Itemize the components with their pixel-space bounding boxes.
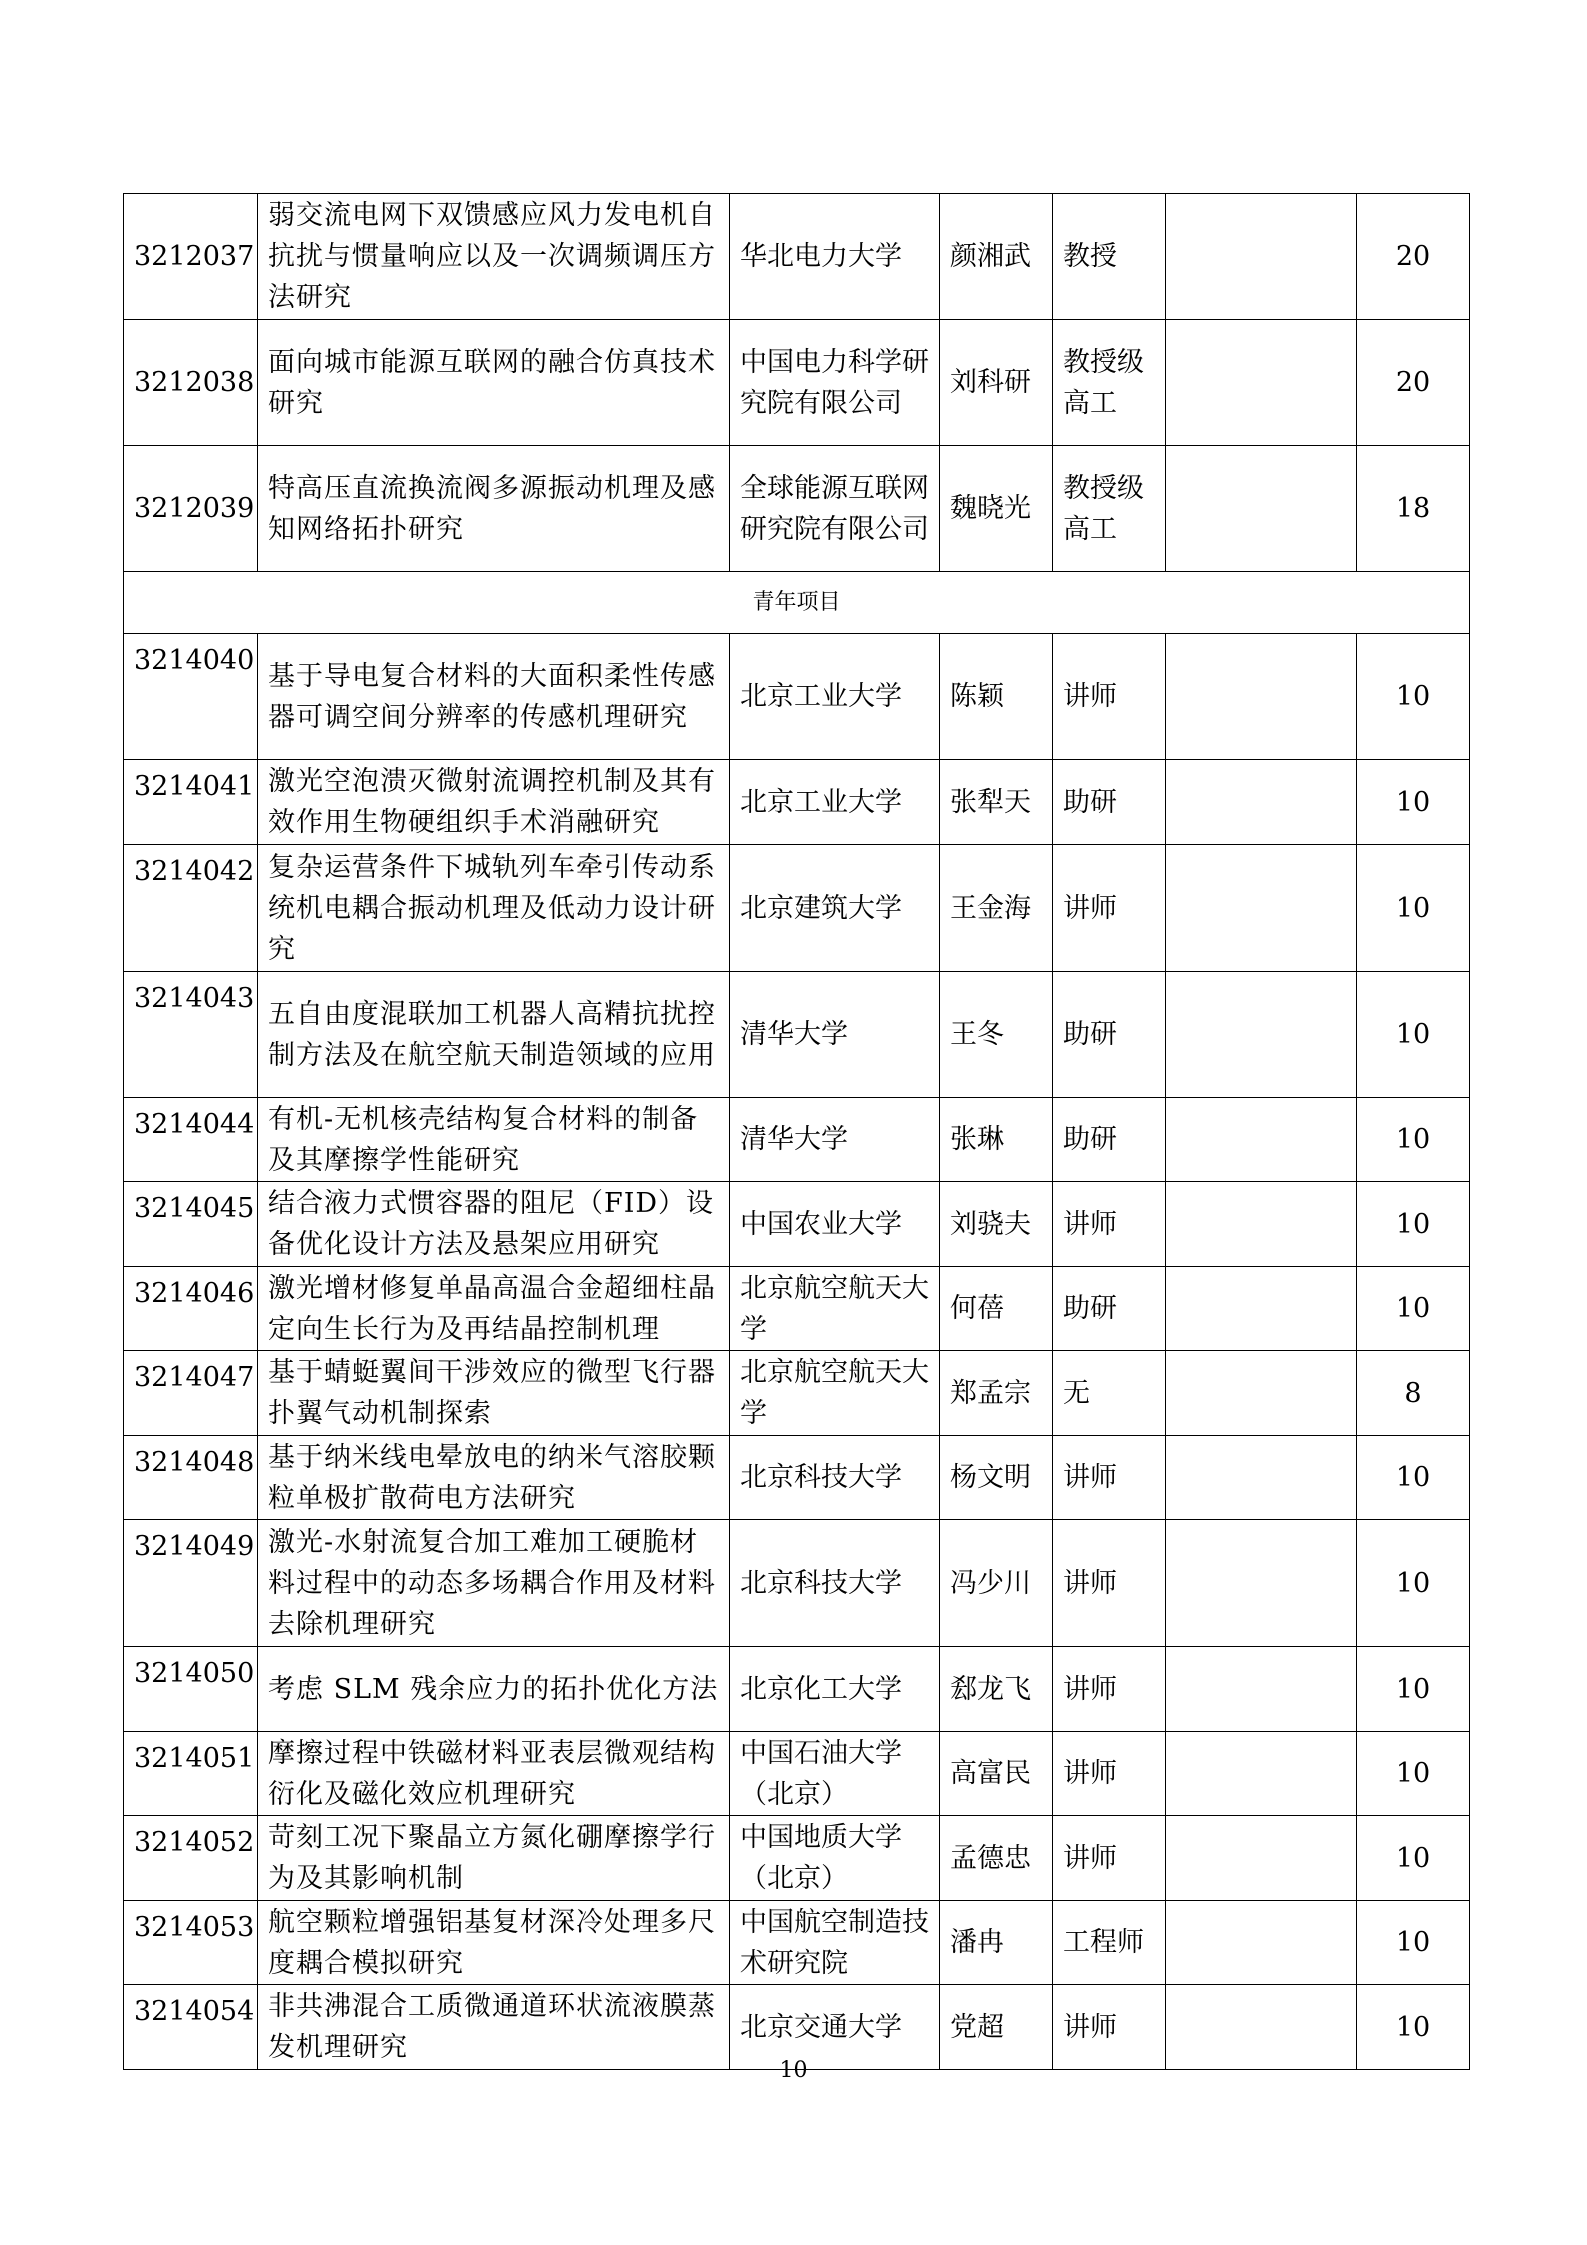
principal-investigator-cell: 张琳 <box>940 1098 1053 1182</box>
project-code-cell: 3214046 <box>124 1267 258 1351</box>
project-title-cell: 特高压直流换流阀多源振动机理及感知网络拓扑研究 <box>258 446 730 572</box>
empty-cell <box>1166 194 1357 320</box>
empty-cell <box>1166 845 1357 972</box>
empty-cell <box>1166 1436 1357 1520</box>
project-code-cell: 3214049 <box>124 1520 258 1647</box>
project-code-cell: 3214042 <box>124 845 258 972</box>
empty-cell <box>1166 1520 1357 1647</box>
project-code-cell: 3214053 <box>124 1901 258 1985</box>
table-row <box>124 320 1470 446</box>
project-code-cell: 3212039 <box>124 446 258 572</box>
institution-cell: 中国地质大学（北京） <box>730 1816 940 1901</box>
empty-cell <box>1166 972 1357 1098</box>
principal-investigator-cell: 何蓓 <box>940 1267 1053 1351</box>
funding-amount-cell: 10 <box>1357 1267 1470 1351</box>
project-title-cell: 苛刻工况下聚晶立方氮化硼摩擦学行为及其影响机制 <box>258 1816 730 1901</box>
project-code-cell: 3214043 <box>124 972 258 1098</box>
institution-cell: 中国电力科学研究院有限公司 <box>730 320 940 446</box>
project-code-cell: 3214041 <box>124 760 258 845</box>
funding-amount-cell: 10 <box>1357 972 1470 1098</box>
principal-investigator-cell: 颜湘武 <box>940 194 1053 320</box>
institution-cell: 中国航空制造技术研究院 <box>730 1901 940 1985</box>
institution-cell: 北京航空航天大学 <box>730 1267 940 1351</box>
table-row <box>124 845 1470 972</box>
principal-investigator-cell: 王金海 <box>940 845 1053 972</box>
section-label: 青年项目 <box>124 572 1470 634</box>
project-title-cell: 摩擦过程中铁磁材料亚表层微观结构衍化及磁化效应机理研究 <box>258 1732 730 1816</box>
funding-amount-cell: 10 <box>1357 1520 1470 1647</box>
funding-amount-cell: 10 <box>1357 1732 1470 1816</box>
project-title-cell: 非共沸混合工质微通道环状流液膜蒸发机理研究 <box>258 1985 730 2070</box>
empty-cell <box>1166 320 1357 446</box>
table-row <box>124 1901 1470 1985</box>
project-title-cell: 航空颗粒增强铝基复材深冷处理多尺度耦合模拟研究 <box>258 1901 730 1985</box>
funding-amount-cell: 20 <box>1357 320 1470 446</box>
principal-investigator-cell: 魏晓光 <box>940 446 1053 572</box>
title-rank-cell: 助研 <box>1053 972 1166 1098</box>
project-title-cell: 基于纳米线电晕放电的纳米气溶胶颗粒单极扩散荷电方法研究 <box>258 1436 730 1520</box>
page-number: 10 <box>779 2058 808 2083</box>
title-rank-cell: 助研 <box>1053 1267 1166 1351</box>
project-title-cell: 复杂运营条件下城轨列车牵引传动系统机电耦合振动机理及低动力设计研究 <box>258 845 730 972</box>
table-row <box>124 194 1470 320</box>
principal-investigator-cell: 潘冉 <box>940 1901 1053 1985</box>
title-rank-cell: 讲师 <box>1053 1182 1166 1267</box>
empty-cell <box>1166 1182 1357 1267</box>
institution-cell: 北京交通大学 <box>730 1985 940 2070</box>
table-row <box>124 1351 1470 1436</box>
table-row <box>124 1520 1470 1647</box>
principal-investigator-cell: 党超 <box>940 1985 1053 2070</box>
project-title-cell: 有机-无机核壳结构复合材料的制备及其摩擦学性能研究 <box>258 1098 730 1182</box>
table-row <box>124 1436 1470 1520</box>
principal-investigator-cell: 杨文明 <box>940 1436 1053 1520</box>
project-title-cell: 基于导电复合材料的大面积柔性传感器可调空间分辨率的传感机理研究 <box>258 634 730 760</box>
institution-cell: 北京化工大学 <box>730 1647 940 1732</box>
title-rank-cell: 助研 <box>1053 1098 1166 1182</box>
institution-cell: 清华大学 <box>730 1098 940 1182</box>
title-rank-cell: 助研 <box>1053 760 1166 845</box>
principal-investigator-cell: 郄龙飞 <box>940 1647 1053 1732</box>
title-rank-cell: 无 <box>1053 1351 1166 1436</box>
empty-cell <box>1166 634 1357 760</box>
table-body-youth <box>124 634 1470 2070</box>
table-row <box>124 1732 1470 1816</box>
table-row <box>124 1647 1470 1732</box>
principal-investigator-cell: 孟德忠 <box>940 1816 1053 1901</box>
title-rank-cell: 讲师 <box>1053 1520 1166 1647</box>
principal-investigator-cell: 王冬 <box>940 972 1053 1098</box>
project-title-cell: 激光空泡溃灭微射流调控机制及其有效作用生物硬组织手术消融研究 <box>258 760 730 845</box>
project-title-cell: 五自由度混联加工机器人高精抗扰控制方法及在航空航天制造领域的应用 <box>258 972 730 1098</box>
principal-investigator-cell: 刘骁夫 <box>940 1182 1053 1267</box>
table-row <box>124 446 1470 572</box>
section-row <box>124 572 1470 634</box>
title-rank-cell: 讲师 <box>1053 1436 1166 1520</box>
table-row <box>124 634 1470 760</box>
project-code-cell: 3214050 <box>124 1647 258 1732</box>
project-title-cell: 考虑 SLM 残余应力的拓扑优化方法 <box>258 1647 730 1732</box>
empty-cell <box>1166 1985 1357 2070</box>
table-body-top <box>124 194 1470 572</box>
project-code-cell: 3214054 <box>124 1985 258 2070</box>
funding-amount-cell: 10 <box>1357 1985 1470 2070</box>
title-rank-cell: 教授 <box>1053 194 1166 320</box>
principal-investigator-cell: 郑孟宗 <box>940 1351 1053 1436</box>
project-code-cell: 3214047 <box>124 1351 258 1436</box>
empty-cell <box>1166 1732 1357 1816</box>
project-title-cell: 面向城市能源互联网的融合仿真技术研究 <box>258 320 730 446</box>
empty-cell <box>1166 1267 1357 1351</box>
table-row <box>124 972 1470 1098</box>
institution-cell: 中国石油大学（北京） <box>730 1732 940 1816</box>
project-table <box>123 193 1470 2070</box>
title-rank-cell: 讲师 <box>1053 1816 1166 1901</box>
institution-cell: 北京建筑大学 <box>730 845 940 972</box>
funding-amount-cell: 10 <box>1357 634 1470 760</box>
table-row <box>124 1098 1470 1182</box>
funding-amount-cell: 10 <box>1357 845 1470 972</box>
funding-amount-cell: 20 <box>1357 194 1470 320</box>
empty-cell <box>1166 1901 1357 1985</box>
table-row <box>124 1985 1470 2070</box>
institution-cell: 华北电力大学 <box>730 194 940 320</box>
empty-cell <box>1166 760 1357 845</box>
institution-cell: 北京工业大学 <box>730 634 940 760</box>
institution-cell: 全球能源互联网研究院有限公司 <box>730 446 940 572</box>
principal-investigator-cell: 冯少川 <box>940 1520 1053 1647</box>
funding-amount-cell: 18 <box>1357 446 1470 572</box>
project-title-cell: 激光增材修复单晶高温合金超细柱晶定向生长行为及再结晶控制机理 <box>258 1267 730 1351</box>
project-code-cell: 3214048 <box>124 1436 258 1520</box>
project-title-cell: 弱交流电网下双馈感应风力发电机自抗扰与惯量响应以及一次调频调压方法研究 <box>258 194 730 320</box>
institution-cell: 中国农业大学 <box>730 1182 940 1267</box>
principal-investigator-cell: 陈颖 <box>940 634 1053 760</box>
title-rank-cell: 讲师 <box>1053 845 1166 972</box>
project-code-cell: 3214044 <box>124 1098 258 1182</box>
institution-cell: 北京工业大学 <box>730 760 940 845</box>
table-row <box>124 760 1470 845</box>
institution-cell: 北京科技大学 <box>730 1436 940 1520</box>
funding-amount-cell: 10 <box>1357 1647 1470 1732</box>
project-code-cell: 3214045 <box>124 1182 258 1267</box>
title-rank-cell: 讲师 <box>1053 1985 1166 2070</box>
empty-cell <box>1166 1816 1357 1901</box>
table-row <box>124 1816 1470 1901</box>
title-rank-cell: 讲师 <box>1053 634 1166 760</box>
funding-amount-cell: 10 <box>1357 1098 1470 1182</box>
funding-amount-cell: 8 <box>1357 1351 1470 1436</box>
project-code-cell: 3214052 <box>124 1816 258 1901</box>
institution-cell: 清华大学 <box>730 972 940 1098</box>
principal-investigator-cell: 刘科研 <box>940 320 1053 446</box>
empty-cell <box>1166 1098 1357 1182</box>
principal-investigator-cell: 高富民 <box>940 1732 1053 1816</box>
project-code-cell: 3214040 <box>124 634 258 760</box>
funding-amount-cell: 10 <box>1357 1436 1470 1520</box>
empty-cell <box>1166 1647 1357 1732</box>
institution-cell: 北京科技大学 <box>730 1520 940 1647</box>
project-title-cell: 基于蜻蜓翼间干涉效应的微型飞行器扑翼气动机制探索 <box>258 1351 730 1436</box>
title-rank-cell: 讲师 <box>1053 1732 1166 1816</box>
title-rank-cell: 讲师 <box>1053 1647 1166 1732</box>
funding-amount-cell: 10 <box>1357 1182 1470 1267</box>
project-title-cell: 激光-水射流复合加工难加工硬脆材料过程中的动态多场耦合作用及材料去除机理研究 <box>258 1520 730 1647</box>
title-rank-cell: 工程师 <box>1053 1901 1166 1985</box>
empty-cell <box>1166 1351 1357 1436</box>
table-body-section <box>124 572 1470 634</box>
project-title-cell: 结合液力式惯容器的阻尼（FID）设备优化设计方法及悬架应用研究 <box>258 1182 730 1267</box>
funding-amount-cell: 10 <box>1357 760 1470 845</box>
project-code-cell: 3212037 <box>124 194 258 320</box>
funding-amount-cell: 10 <box>1357 1901 1470 1985</box>
title-rank-cell: 教授级高工 <box>1053 320 1166 446</box>
empty-cell <box>1166 446 1357 572</box>
institution-cell: 北京航空航天大学 <box>730 1351 940 1436</box>
funding-amount-cell: 10 <box>1357 1816 1470 1901</box>
table-row <box>124 1267 1470 1351</box>
project-code-cell: 3212038 <box>124 320 258 446</box>
project-code-cell: 3214051 <box>124 1732 258 1816</box>
table-row <box>124 1182 1470 1267</box>
principal-investigator-cell: 张犁天 <box>940 760 1053 845</box>
title-rank-cell: 教授级高工 <box>1053 446 1166 572</box>
